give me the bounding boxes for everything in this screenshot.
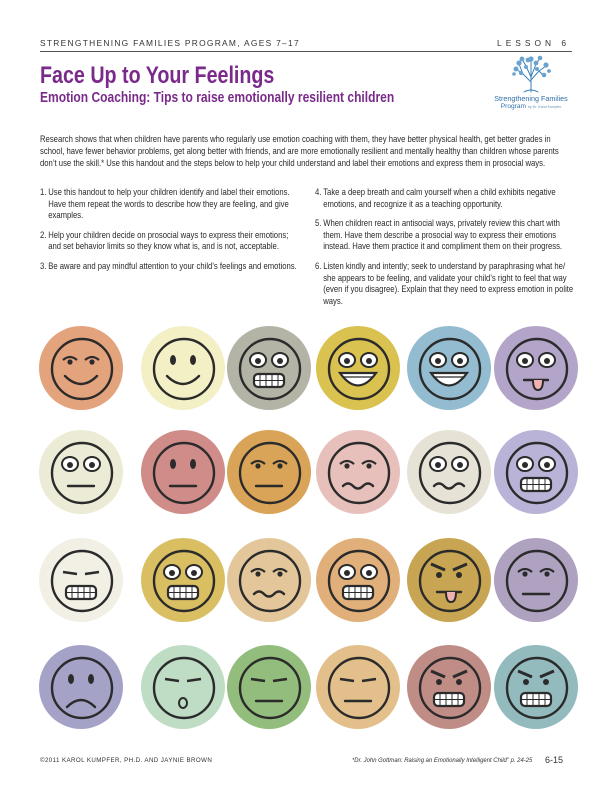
page-number: 6-15	[545, 755, 564, 765]
face-furious-icon	[494, 645, 578, 729]
face-unhappy-icon	[39, 645, 123, 729]
face-nervous-icon	[494, 430, 578, 514]
face-scared-icon	[39, 538, 123, 622]
copyright: ©2011 KAROL KUMPFER, PH.D. AND JAYNIE BROWN	[40, 757, 213, 764]
face-annoyed-icon	[227, 645, 311, 729]
face-confused-icon	[316, 430, 400, 514]
face-disgusted-icon	[407, 538, 491, 622]
face-surprised-icon	[39, 430, 123, 514]
program-name: STRENGTHENING FAMILIES PROGRAM, AGES 7–17	[40, 38, 300, 48]
step-number: 3.	[40, 259, 47, 271]
face-worried-icon	[407, 430, 491, 514]
step-number: 5.	[315, 217, 322, 229]
citation-note: *Dr. John Gottman: Raising an Emotionally Intelligent Child" p. 24-25	[352, 757, 533, 764]
face-crazy-icon	[494, 326, 578, 410]
face-grinning-icon	[227, 326, 311, 410]
face-frightened-icon	[316, 538, 400, 622]
face-silly-icon	[407, 326, 491, 410]
logo-text-program: Program	[500, 103, 527, 110]
face-unsure-icon	[227, 430, 311, 514]
step-number: 1.	[40, 186, 47, 197]
face-happy-icon	[141, 326, 225, 410]
lesson-label: LESSON 6	[497, 38, 570, 48]
step-number: 2.	[40, 228, 47, 240]
face-sad-icon	[494, 538, 578, 622]
face-angry-icon	[407, 645, 491, 729]
face-shocked-icon	[227, 538, 311, 622]
step-text: Take a deep breath and calm yourself when a child exhibits negative emotions, and recognize it as a teaching opportunity.	[323, 186, 556, 209]
face-laughing-icon	[316, 326, 400, 410]
step-text: Use this handout to help your children identify and label their emotions. Have them repeat the words to describe how they are feeling, and give examples.	[48, 186, 290, 221]
step-number: 4.	[315, 186, 322, 197]
step-text: When children react in antisocial ways, privately review this chart with them. Have them describe a prosocial way to express their emotions instead. Have them practice it and compliment them on their progress.	[323, 217, 563, 252]
intro-paragraph: Research shows that when children have parents who regularly use emotion coaching with them, they have better physical health, get better grades in school, have fewer behavior problems, get along better with friends, and are more emotionally resilient and mentally healthy than children whose parents don’t use the skill.* Use this handout and the steps below to help your child understand and label their emotions and express them in prosocial ways.	[40, 133, 559, 168]
logo-byline: by Dr. Karol Kumpfer	[527, 105, 562, 109]
face-puzzled-icon	[141, 430, 225, 514]
page-subtitle: Emotion Coaching: Tips to raise emotionally resilient children	[40, 90, 395, 106]
face-cheerful-icon	[39, 326, 123, 410]
face-anxious-icon	[141, 538, 225, 622]
step-text: Listen kindly and intently; seek to understand by paraphrasing what he/ she appears to be feeling, and validate your child’s right to feel that way (even if you disagree). Explain that they need to express emotion in polite ways.	[323, 259, 574, 306]
step-number: 6.	[315, 259, 322, 271]
step-text: Be aware and pay mindful attention to your child’s feelings and emotions.	[48, 259, 297, 271]
page-title: Face Up to Your Feelings	[40, 62, 275, 89]
face-crying-icon	[141, 645, 225, 729]
step-text: Help your children decide on prosocial ways to express their emotions; and set behavior limits so they know what is, and is not, acceptable.	[48, 228, 289, 252]
face-bored-icon	[316, 645, 400, 729]
logo-text: Strengthening Families	[494, 94, 568, 103]
